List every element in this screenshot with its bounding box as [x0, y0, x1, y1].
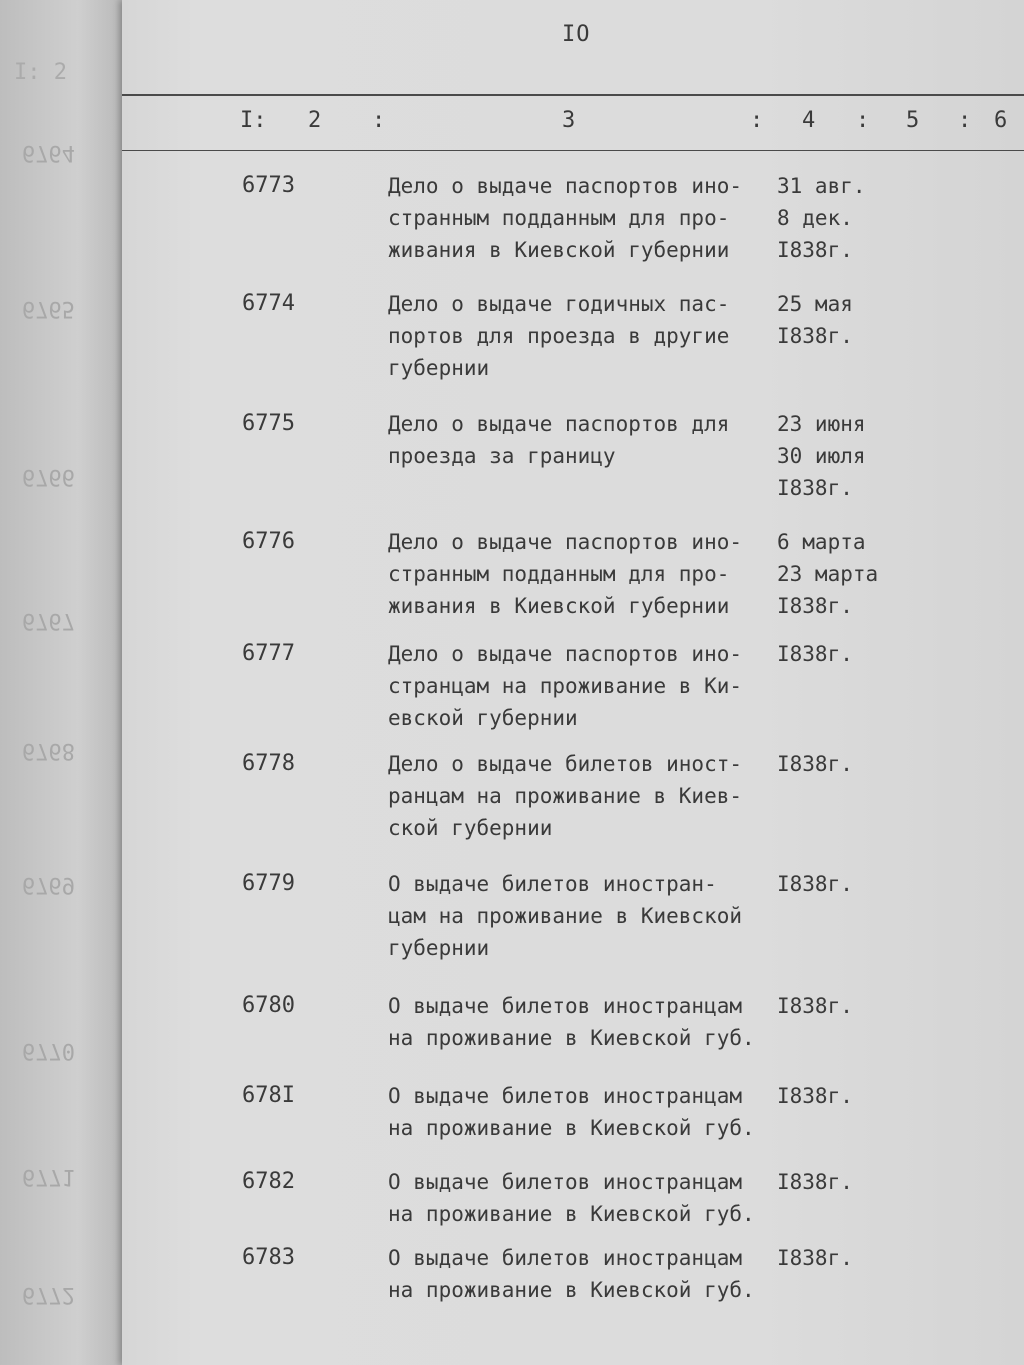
case-title-line: О выдаче билетов иностранцам [388, 1170, 743, 1194]
case-date [777, 748, 907, 780]
left-page-number: 6764 [22, 140, 75, 165]
case-title [388, 868, 788, 964]
case-title-line: ранцам на проживание в Киев- [388, 784, 743, 808]
case-date [777, 526, 907, 622]
left-page-header: I: 2 [14, 60, 67, 85]
left-page-number: 6772 [22, 1282, 75, 1307]
case-date-line: I838г. [777, 872, 853, 896]
page-number: IO [562, 22, 591, 47]
case-title-line: на проживание в Киевской губ. [388, 1026, 755, 1050]
case-date [777, 868, 907, 900]
case-date-line: I838г. [777, 1246, 853, 1270]
case-title [388, 748, 788, 844]
case-date [777, 1080, 907, 1112]
case-date-line: I838г. [777, 594, 853, 618]
col-header-6: 6 [994, 108, 1008, 133]
case-title-line: Дело о выдаче паспортов для [388, 412, 730, 436]
case-title-line: странным подданным для про- [388, 562, 730, 586]
case-title [388, 170, 788, 266]
left-page-number: 6771 [22, 1164, 75, 1189]
case-title-line: цам на проживание в Киевской [388, 904, 743, 928]
case-date-line: I838г. [777, 994, 853, 1018]
case-date-line: I838г. [777, 324, 853, 348]
case-title-line: губернии [388, 356, 490, 380]
case-title-line: О выдаче билетов иностранцам [388, 1084, 743, 1108]
case-date-line: 8 дек. [777, 206, 853, 230]
case-title-line: Дело о выдаче паспортов ино- [388, 174, 743, 198]
case-date [777, 1166, 907, 1198]
case-title-line: странным подданным для про- [388, 206, 730, 230]
case-number: 6776 [242, 529, 295, 554]
case-title-line: Дело о выдаче билетов иност- [388, 752, 743, 776]
left-page-strip [0, 0, 130, 1365]
case-title-line: на проживание в Киевской губ. [388, 1202, 755, 1226]
case-date [777, 638, 907, 670]
col-header-1: I: [240, 108, 267, 133]
left-page-number: 6769 [22, 872, 75, 897]
case-title-line: на проживание в Киевской губ. [388, 1278, 755, 1302]
col-header-sep: : [750, 108, 764, 133]
case-date-line: 23 марта [777, 562, 879, 586]
left-page-number: 6767 [22, 608, 75, 633]
case-title-line: портов для проезда в другие [388, 324, 730, 348]
case-number: 6779 [242, 871, 295, 896]
case-number: 6780 [242, 993, 295, 1018]
case-title-line: О выдаче билетов иностранцам [388, 994, 743, 1018]
case-number: 6773 [242, 173, 295, 198]
case-title-line: О выдаче билетов иностранцам [388, 1246, 743, 1270]
left-page-number: 6768 [22, 738, 75, 763]
col-header-5: 5 [906, 108, 920, 133]
case-title-line: О выдаче билетов иностран- [388, 872, 717, 896]
col-header-4: 4 [802, 108, 816, 133]
case-date-line: I838г. [777, 476, 853, 500]
case-number: 6782 [242, 1169, 295, 1194]
left-page-number: 6766 [22, 464, 75, 489]
case-date [777, 170, 907, 266]
case-title [388, 1166, 788, 1230]
col-header-sep: : [856, 108, 870, 133]
case-date-line: 6 марта [777, 530, 866, 554]
case-title [388, 990, 788, 1054]
case-number: 6778 [242, 751, 295, 776]
case-number: 6777 [242, 641, 295, 666]
case-date-line: 31 авг. [777, 174, 866, 198]
case-title [388, 526, 788, 622]
case-date-line: 25 мая [777, 292, 853, 316]
case-title-line: евской губернии [388, 706, 578, 730]
case-date [777, 408, 907, 504]
case-title-line: губернии [388, 936, 490, 960]
col-header-sep: : [372, 108, 386, 133]
case-date-line: I838г. [777, 1170, 853, 1194]
case-date-line: I838г. [777, 752, 853, 776]
case-date [777, 1242, 907, 1274]
left-page-number: 6770 [22, 1038, 75, 1063]
case-date-line: I838г. [777, 1084, 853, 1108]
col-header-sep: : [958, 108, 972, 133]
case-title-line: на проживание в Киевской губ. [388, 1116, 755, 1140]
case-title-line: живания в Киевской губернии [388, 238, 730, 262]
case-title-line: ской губернии [388, 816, 553, 840]
case-number: 6774 [242, 291, 295, 316]
case-title-line: странцам на проживание в Ки- [388, 674, 743, 698]
case-title-line: Дело о выдаче паспортов ино- [388, 642, 743, 666]
case-title-line: Дело о выдаче годичных пас- [388, 292, 730, 316]
case-number: 6783 [242, 1245, 295, 1270]
left-page-number: 6765 [22, 296, 75, 321]
case-title [388, 1242, 788, 1306]
case-title [388, 638, 788, 734]
document-page [122, 0, 1024, 1365]
case-date [777, 990, 907, 1022]
case-date-line: I838г. [777, 642, 853, 666]
case-title-line: живания в Киевской губернии [388, 594, 730, 618]
inventory-table [122, 0, 1024, 1365]
case-date-line: 23 июня [777, 412, 866, 436]
case-title [388, 408, 788, 472]
case-title-line: Дело о выдаче паспортов ино- [388, 530, 743, 554]
case-title [388, 1080, 788, 1144]
case-title-line: проезда за границу [388, 444, 616, 468]
case-number: 678I [242, 1083, 295, 1108]
case-number: 6775 [242, 411, 295, 436]
case-date-line: 30 июля [777, 444, 866, 468]
case-date [777, 288, 907, 352]
case-date-line: I838г. [777, 238, 853, 262]
col-header-3: 3 [562, 108, 576, 133]
col-header-2: 2 [308, 108, 322, 133]
case-title [388, 288, 788, 384]
